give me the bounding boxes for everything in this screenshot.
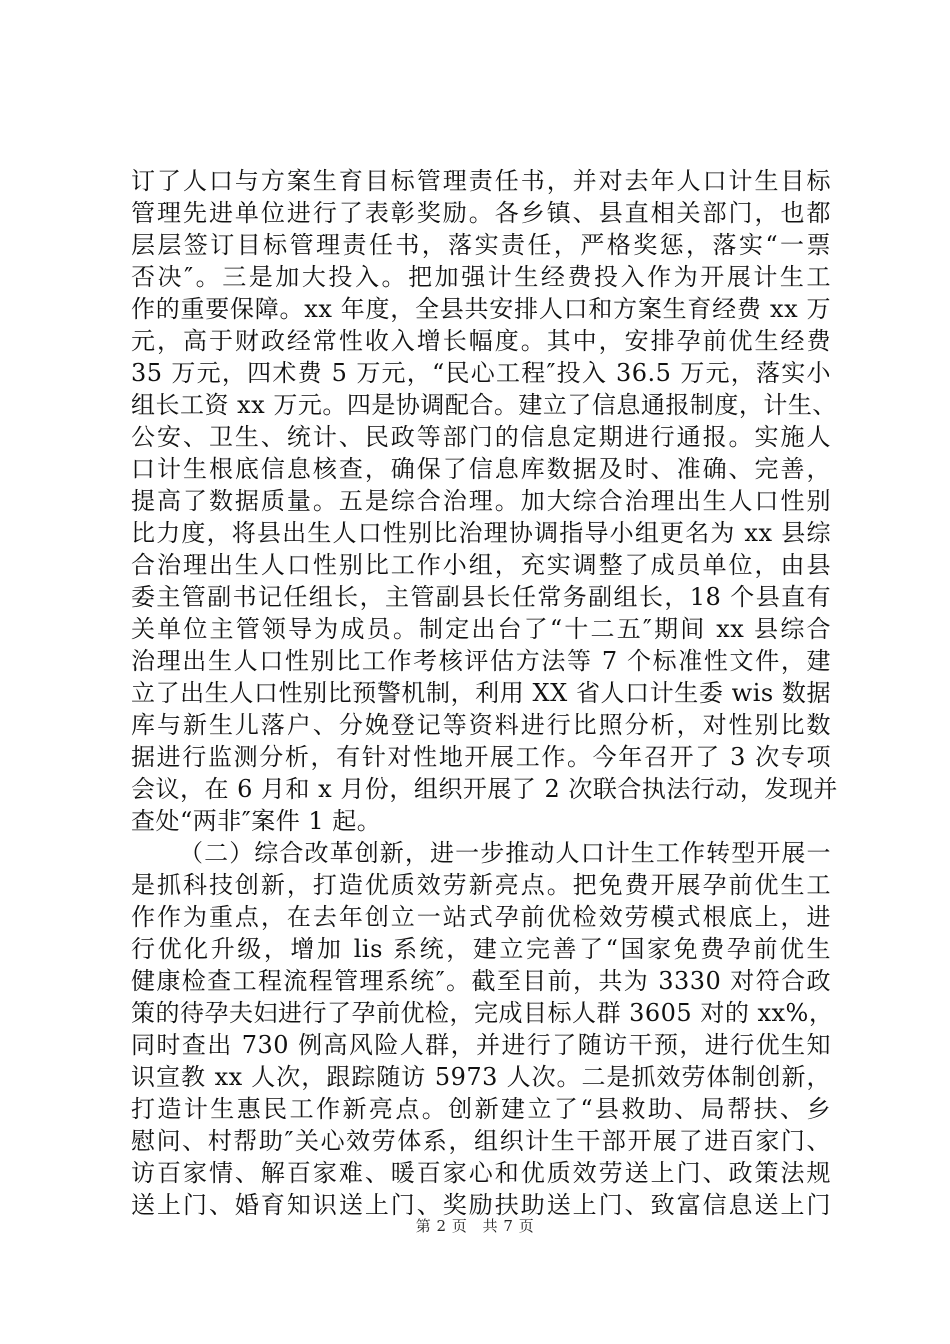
text-line: 订了人口与方案生育目标管理责任书，并对去年人口计生目标: [131, 167, 831, 195]
page-total: 共 7 页: [482, 1217, 535, 1235]
text-line: 元，高于财政经常性收入增长幅度。其中，安排孕前优生经费: [131, 327, 831, 355]
page-footer: [0, 1215, 950, 1236]
text-line: 作作为重点，在去年创立一站式孕前优检效劳模式根底上，进: [131, 903, 831, 931]
text-line: 委主管副书记任组长，主管副县长任常务副组长，18 个县直有: [131, 583, 831, 611]
text-line: 35 万元，四术费 5 万元，“民心工程″投入 36.5 万元，落实小: [131, 359, 831, 387]
text-line: 是抓科技创新，打造优质效劳新亮点。把免费开展孕前优生工: [131, 871, 831, 899]
text-line: 提高了数据质量。五是综合治理。加大综合治理出生人口性别: [131, 487, 831, 515]
section-heading-line: （二）综合改革创新，进一步推动人口计生工作转型开展一: [179, 839, 831, 867]
text-line: 口计生根底信息核查，确保了信息库数据及时、准确、完善，: [131, 455, 831, 483]
text-line: 作的重要保障。xx 年度，全县共安排人口和方案生育经费 xx 万: [131, 295, 831, 323]
page-number: 第 2 页: [415, 1217, 468, 1235]
text-line: 健康检查工程流程管理系统″。截至目前，共为 3330 对符合政: [131, 967, 831, 995]
text-line: 查处“两非″案件 1 起。: [131, 807, 382, 835]
text-line: 否决″。三是加大投入。把加强计生经费投入作为开展计生工: [131, 263, 831, 291]
text-line: 组长工资 xx 万元。四是协调配合。建立了信息通报制度，计生、: [131, 391, 837, 419]
text-line: 访百家情、解百家难、暖百家心和优质效劳送上门、政策法规: [131, 1159, 831, 1187]
text-line: 打造计生惠民工作新亮点。创新建立了“县救助、局帮扶、乡: [131, 1095, 831, 1123]
body-text: [131, 165, 838, 1221]
text-line: 行优化升级，增加 lis 系统，建立完善了“国家免费孕前优生: [131, 935, 831, 963]
text-line: 合治理出生人口性别比工作小组，充实调整了成员单位，由县: [131, 551, 831, 579]
text-line: 慰问、村帮助″关心效劳体系，组织计生干部开展了进百家门、: [131, 1127, 831, 1155]
text-line: 立了出生人口性别比预警机制，利用 XX 省人口计生委 wis 数据: [131, 679, 831, 707]
text-line: 据进行监测分析，有针对性地开展工作。今年召开了 3 次专项: [131, 743, 831, 771]
text-line: 管理先进单位进行了表彰奖励。各乡镇、县直相关部门，也都: [131, 199, 831, 227]
text-line: 识宣教 xx 人次，跟踪随访 5973 人次。二是抓效劳体制创新，: [131, 1063, 831, 1091]
text-line: 策的待孕夫妇进行了孕前优检，完成目标人群 3605 对的 xx%，: [131, 999, 834, 1027]
text-line: 层层签订目标管理责任书，落实责任，严格奖惩，落实“一票: [131, 231, 831, 259]
text-line: 公安、卫生、统计、民政等部门的信息定期进行通报。实施人: [131, 423, 831, 451]
text-line: 会议，在 6 月和 x 月份，组织开展了 2 次联合执法行动，发现并: [131, 775, 838, 803]
text-line: 库与新生儿落户、分娩登记等资料进行比照分析，对性别比数: [131, 711, 831, 739]
text-line: 比力度，将县出生人口性别比治理协调指导小组更名为 xx 县综: [131, 519, 831, 547]
text-line: 同时查出 730 例高风险人群，并进行了随访干预，进行优生知: [131, 1031, 831, 1059]
text-line: 治理出生人口性别比工作考核评估方法等 7 个标准性文件，建: [131, 647, 831, 675]
text-line: 送上门、婚育知识送上门、奖励扶助送上门、致富信息送上门: [131, 1191, 831, 1219]
text-line: 关单位主管领导为成员。制定出台了“十二五″期间 xx 县综合: [131, 615, 831, 643]
